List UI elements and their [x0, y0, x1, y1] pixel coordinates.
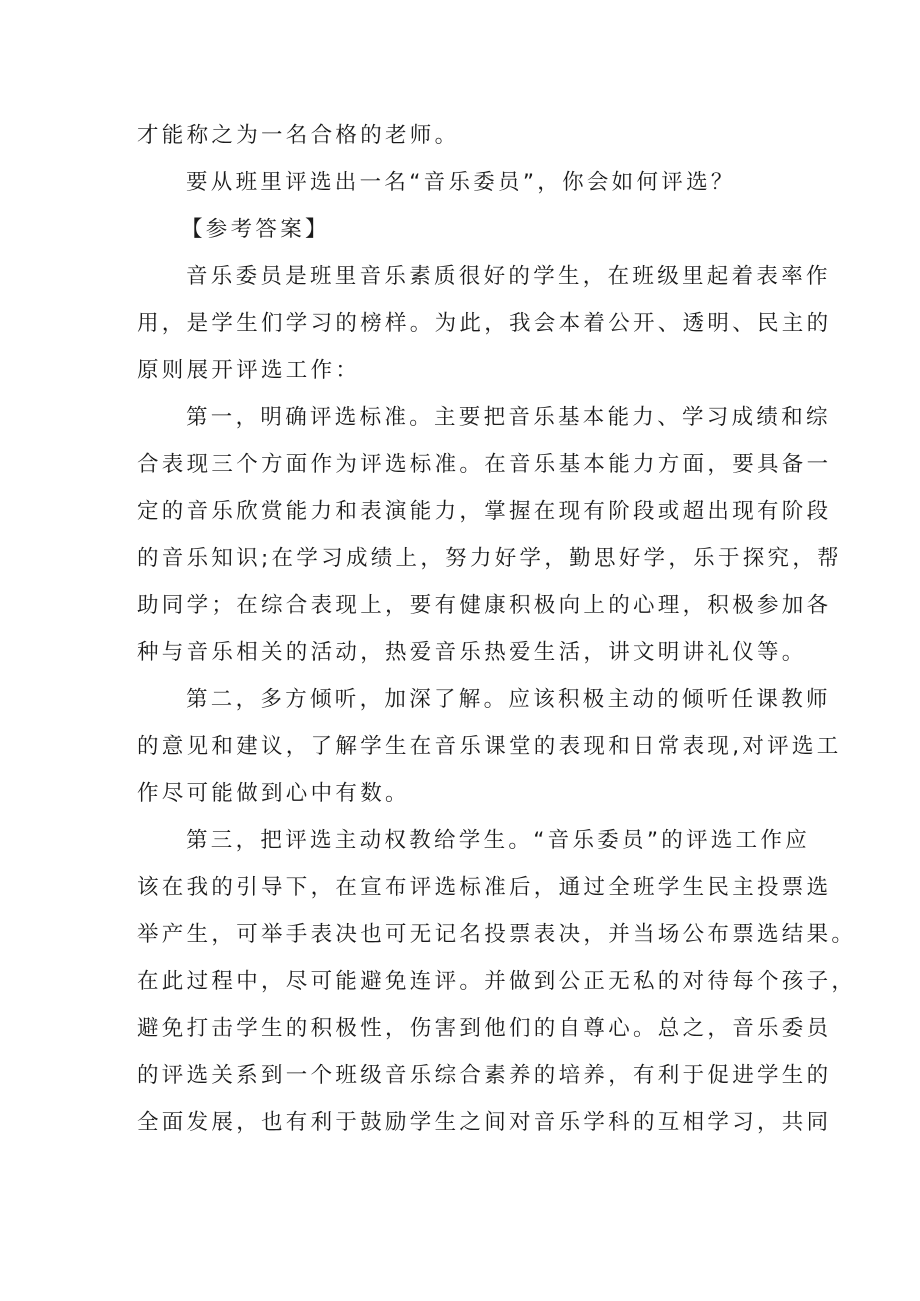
paragraph-line: 第三，把评选主动权教给学生。“音乐委员”的评选工作应 — [186, 828, 811, 853]
paragraph-line: 避免打击学生的积极性，伤害到他们的自尊心。总之，音乐委员 — [137, 1016, 832, 1041]
paragraph-line: 作尽可能做到心中有数。 — [137, 781, 410, 806]
paragraph-line: 合表现三个方面作为评选标准。在音乐基本能力方面，要具备一 — [137, 452, 832, 477]
paragraph-line: 的意见和建议，了解学生在音乐课堂的表现和日常表现,对评选工 — [137, 734, 842, 759]
paragraph-line: 定的音乐欣赏能力和表演能力，掌握在现有阶段或超出现有阶段 — [137, 499, 832, 524]
paragraph-line: 原则展开评选工作： — [137, 358, 361, 383]
paragraph-line: 举产生，可举手表决也可无记名投票表决，并当场公布票选结果。 — [137, 922, 857, 947]
paragraph-line: 第二，多方倾听，加深了解。应该积极主动的倾听任课教师 — [186, 687, 831, 712]
answer-label: 【参考答案】 — [181, 217, 330, 242]
paragraph-line: 用，是学生们学习的榜样。为此，我会本着公开、透明、民主的 — [137, 311, 832, 336]
document-page — [137, 112, 857, 1146]
paragraph-line: 的评选关系到一个班级音乐综合素养的培养，有利于促进学生的 — [137, 1063, 832, 1088]
question-heading: 要从班里评选出一名“音乐委员”，你会如何评选？ — [186, 170, 736, 195]
paragraph-line: 的音乐知识;在学习成绩上，努力好学，勤思好学，乐于探究，帮 — [137, 546, 842, 571]
paragraph-line: 在此过程中，尽可能避免连评。并做到公正无私的对待每个孩子， — [137, 969, 857, 994]
paragraph-line: 音乐委员是班里音乐素质很好的学生，在班级里起着表率作 — [186, 264, 831, 289]
paragraph-line: 该在我的引导下，在宣布评选标准后，通过全班学生民主投票选 — [137, 875, 832, 900]
paragraph-line: 第一，明确评选标准。主要把音乐基本能力、学习成绩和综 — [186, 405, 831, 430]
paragraph-line: 助同学；在综合表现上，要有健康积极向上的心理，积极参加各 — [137, 593, 832, 618]
paragraph-line: 种与音乐相关的活动，热爱音乐热爱生活，讲文明讲礼仪等。 — [137, 640, 807, 665]
paragraph-line-closing: 才能称之为一名合格的老师。 — [137, 123, 460, 148]
paragraph-line: 全面发展，也有利于鼓励学生之间对音乐学科的互相学习，共同 — [137, 1110, 832, 1135]
